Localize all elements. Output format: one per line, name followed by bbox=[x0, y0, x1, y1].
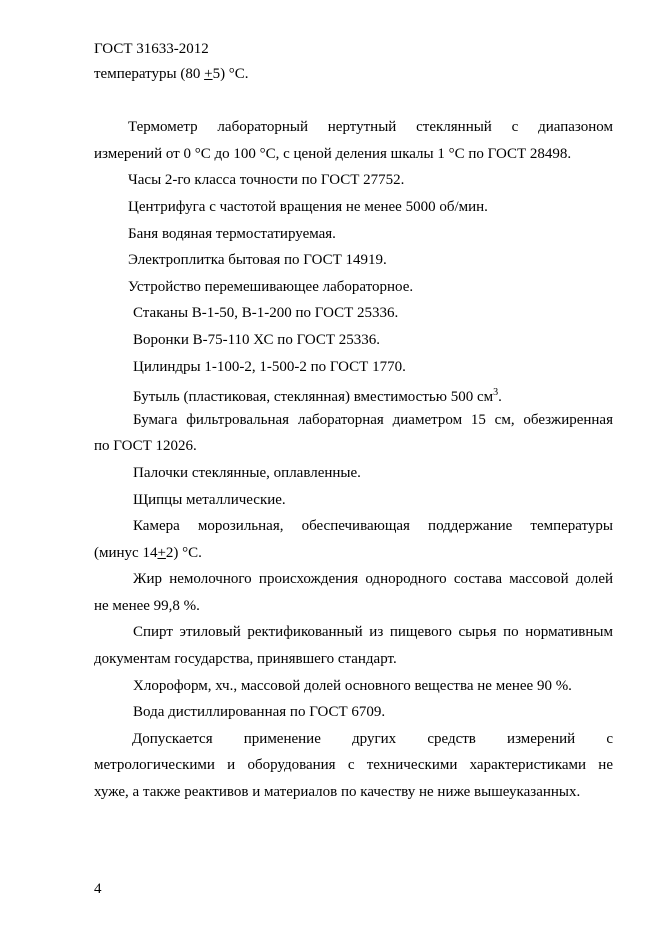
blank-line bbox=[94, 88, 613, 115]
paragraph-line: Бумага фильтровальная лабораторная диаметром 15 см, обезжиренная bbox=[133, 411, 613, 428]
text-span: 2) °С. bbox=[165, 544, 202, 561]
text-span: 5) °С. bbox=[212, 66, 249, 82]
paragraph-line: документам государства, принявшего стандарт. bbox=[94, 651, 397, 668]
list-item: Хлороформ, хч., массовой долей основного вещества не менее 90 %. bbox=[133, 677, 572, 694]
text-span: . bbox=[498, 389, 502, 406]
list-item: Воронки В-75-110 ХС по ГОСТ 25336. bbox=[133, 331, 381, 348]
text-span: Бутыль (пластиковая, стеклянная) вместимостью 500 см bbox=[133, 389, 494, 406]
list-item: Часы 2-го класса точности по ГОСТ 27752. bbox=[128, 172, 405, 189]
list-item bbox=[94, 380, 613, 407]
paragraph-line: по ГОСТ 12026. bbox=[94, 438, 197, 455]
superscript: 3 bbox=[493, 387, 499, 399]
document-body bbox=[94, 61, 613, 806]
document-id: ГОСТ 31633-2012 bbox=[94, 41, 209, 57]
paragraph-line: Термометр лабораторный нертутный стеклянный с диапазоном bbox=[128, 119, 613, 136]
paragraph-line: измерений от 0 °С до 100 °С, с ценой деления шкалы 1 °С по ГОСТ 28498. bbox=[94, 145, 572, 162]
paragraph-line bbox=[94, 540, 613, 567]
paragraph-line: Допускается применение других средств измерений с bbox=[132, 730, 613, 747]
list-item: Устройство перемешивающее лабораторное. bbox=[128, 278, 414, 295]
paragraph-line: хуже, а также реактивов и материалов по качеству не ниже вышеуказанных. bbox=[94, 784, 581, 801]
plus-minus-sign: + bbox=[204, 66, 213, 82]
paragraph-line: метрологическими и оборудования с техническими характеристиками не bbox=[94, 757, 613, 774]
paragraph-line bbox=[94, 61, 613, 88]
text-span: (минус 14 bbox=[94, 544, 158, 561]
list-item: Вода дистиллированная по ГОСТ 6709. bbox=[133, 704, 386, 721]
list-item: Щипцы металлические. bbox=[133, 491, 286, 508]
list-item: Баня водяная термостатируемая. bbox=[128, 225, 336, 242]
text-span: температуры (80 bbox=[94, 66, 205, 82]
paragraph-line: не менее 99,8 %. bbox=[94, 597, 200, 614]
paragraph-line: Камера морозильная, обеспечивающая поддержание температуры bbox=[133, 518, 613, 535]
list-item: Центрифуга с частотой вращения не менее 5000 об/мин. bbox=[128, 198, 488, 215]
plus-minus-sign: + bbox=[157, 544, 166, 561]
list-item: Электроплитка бытовая по ГОСТ 14919. bbox=[128, 252, 387, 269]
list-item: Цилиндры 1-100-2, 1-500-2 по ГОСТ 1770. bbox=[133, 358, 406, 375]
page-number: 4 bbox=[94, 881, 102, 897]
paragraph-line: Спирт этиловый ректификованный из пищевого сырья по нормативным bbox=[133, 624, 613, 641]
list-item: Палочки стеклянные, оплавленные. bbox=[133, 464, 361, 481]
list-item: Стаканы В-1-50, В-1-200 по ГОСТ 25336. bbox=[133, 305, 399, 322]
paragraph-line: Жир немолочного происхождения однородного состава массовой долей bbox=[133, 571, 613, 588]
